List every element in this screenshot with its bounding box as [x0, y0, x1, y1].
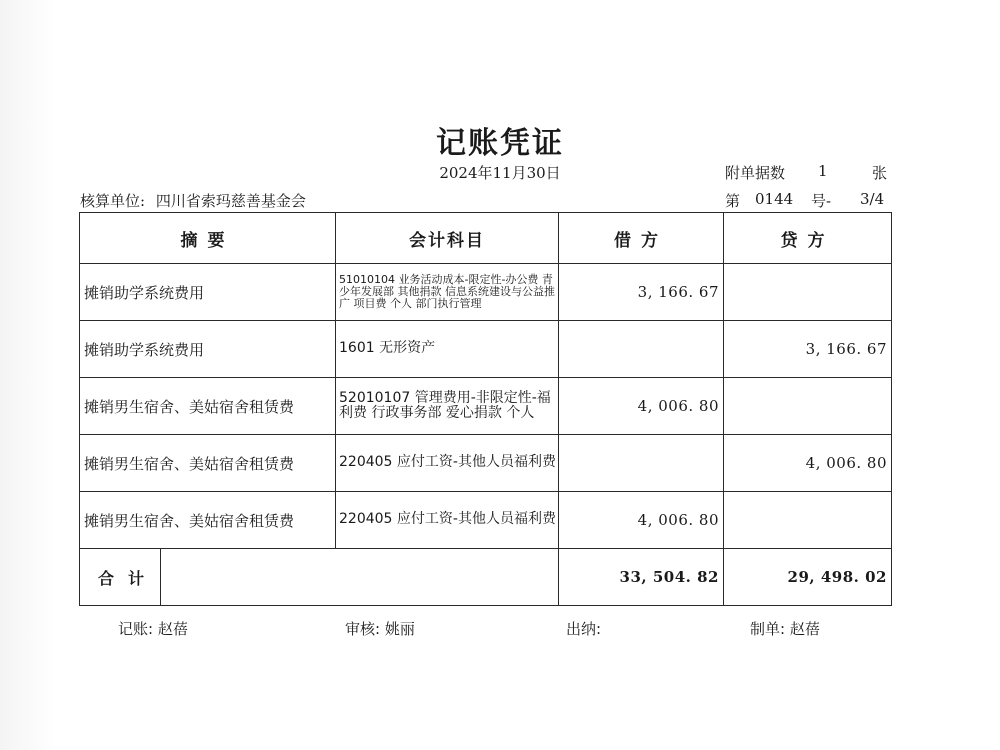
table-row	[80, 492, 892, 549]
accounting-unit-value: 四川省索玛慈善基金会	[155, 192, 306, 210]
total-label: 合计	[80, 549, 161, 605]
row-account: 51010104 业务活动成本-限定性-办公费 青少年发展部 其他捐款 信息系统建设与公益推广 项目费 个人 部门执行管理	[336, 264, 559, 321]
row-credit	[724, 378, 892, 435]
header-account: 会计科目	[336, 213, 559, 264]
table-row	[80, 378, 892, 435]
row-credit	[724, 264, 892, 321]
voucher-title: 记账凭证	[436, 126, 564, 161]
attachments-count: 1	[818, 162, 828, 180]
header-credit: 贷方	[724, 213, 892, 264]
row-account: 52010107 管理费用-非限定性-福利费 行政事务部 爱心捐款 个人	[336, 378, 559, 435]
row-debit: 4, 006. 80	[559, 492, 724, 549]
header-summary: 摘要	[80, 213, 336, 264]
scan-shadow	[0, 0, 56, 750]
voucher-no-part: 3/4	[860, 190, 885, 208]
total-row	[80, 549, 892, 606]
voucher-date: 2024年11月30日	[439, 164, 561, 182]
total-debit: 33, 504. 82	[559, 549, 724, 606]
header-debit: 借方	[559, 213, 724, 264]
voucher-table	[79, 212, 892, 606]
row-debit: 3, 166. 67	[559, 264, 724, 321]
cashier-signature: 出纳:	[566, 620, 602, 638]
preparer-signature: 制单: 赵蓓	[750, 620, 820, 638]
row-credit	[724, 492, 892, 549]
total-label-cell	[80, 549, 559, 606]
table-header-row	[80, 213, 892, 264]
table-row	[80, 264, 892, 321]
table-row	[80, 321, 892, 378]
row-credit: 4, 006. 80	[724, 435, 892, 492]
row-summary: 摊销男生宿舍、美姑宿舍租赁费	[80, 492, 336, 549]
row-debit: 4, 006. 80	[559, 378, 724, 435]
row-debit	[559, 321, 724, 378]
row-summary: 摊销男生宿舍、美姑宿舍租赁费	[80, 378, 336, 435]
total-credit: 29, 498. 02	[724, 549, 892, 606]
reviewer-signature: 审核: 姚丽	[345, 620, 415, 638]
voucher-no-number: 0144	[755, 190, 794, 208]
row-credit: 3, 166. 67	[724, 321, 892, 378]
total-blank	[161, 549, 558, 605]
accounting-unit-label: 核算单位:	[80, 192, 146, 210]
attachments-label: 附单据数	[725, 164, 786, 182]
row-account: 1601 无形资产	[336, 321, 559, 378]
row-summary: 摊销助学系统费用	[80, 321, 336, 378]
bookkeeper-signature: 记账: 赵蓓	[118, 620, 188, 638]
row-summary: 摊销男生宿舍、美姑宿舍租赁费	[80, 435, 336, 492]
row-debit	[559, 435, 724, 492]
row-account: 220405 应付工资-其他人员福利费	[336, 435, 559, 492]
voucher-no-suffix: 号-	[811, 192, 832, 210]
table-row	[80, 435, 892, 492]
accounting-unit	[80, 190, 306, 211]
row-summary: 摊销助学系统费用	[80, 264, 336, 321]
voucher-no-prefix: 第	[725, 192, 741, 210]
attachments-unit: 张	[872, 164, 888, 182]
row-account: 220405 应付工资-其他人员福利费	[336, 492, 559, 549]
